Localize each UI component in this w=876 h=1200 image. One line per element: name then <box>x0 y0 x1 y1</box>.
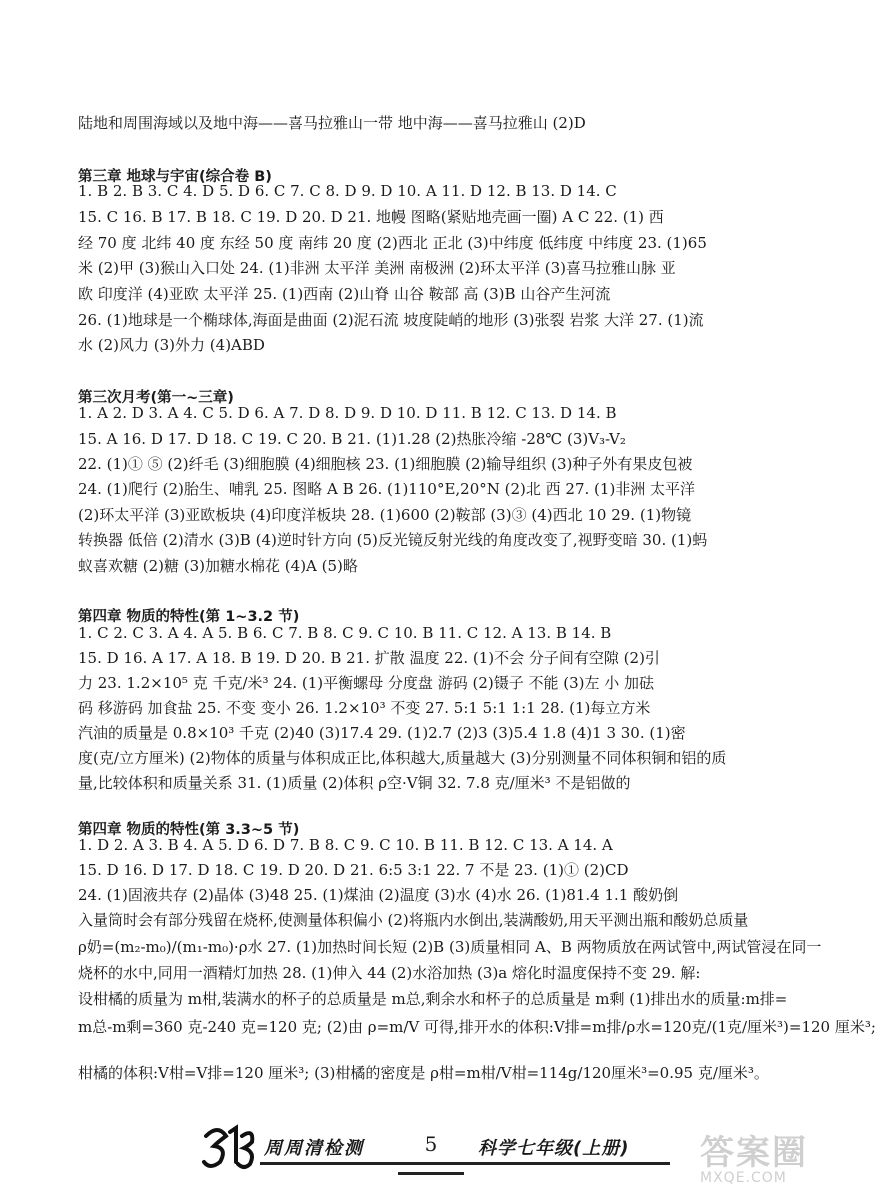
subject-label: 科学七年级(上册) <box>478 1138 630 1159</box>
text-line: 24. (1)固液共存 (2)晶体 (3)48 25. (1)煤油 (2)温度 (3)水 (4)水 26. (1)81.4 1.1 酸奶倒 <box>78 886 679 904</box>
text-line: 1. A 2. D 3. A 4. C 5. D 6. A 7. D 8. D 9. D 10. D 11. B 12. C 13. D 14. B <box>78 404 617 422</box>
page-footer <box>200 1122 670 1174</box>
text-line: 力 23. 1.2×10⁵ 克 千克/米³ 24. (1)平衡螺母 分度盘 游码 (2)镊子 不能 (3)左 小 加砝 <box>78 674 655 692</box>
text-line: 1. D 2. A 3. B 4. A 5. D 6. D 7. B 8. C 9. C 10. B 11. B 12. C 13. A 14. A <box>78 836 613 854</box>
text-line: 入量筒时会有部分残留在烧杯,使测量体积偏小 (2)将瓶内水倒出,装满酸奶,用天平测出瓶和酸奶总质量 <box>78 911 749 929</box>
watermark-title: 答案圈 <box>700 1133 808 1173</box>
text-line: (2)环太平洋 (3)亚欧板块 (4)印度洋板块 28. (1)600 (2)鞍部 (3)③ (4)西北 10 29. (1)物镜 <box>78 506 692 524</box>
series-title: 周周清检测 <box>264 1138 364 1159</box>
page-number: 5 <box>424 1132 438 1156</box>
text-line: 设柑橘的质量为 m柑,装满水的杯子的总质量是 m总,剩余水和杯子的总质量是 m剩 (1)排出水的质量:m排= <box>78 990 788 1008</box>
text-line: m总-m剩=360 克-240 克=120 克; (2)由 ρ=m/V 可得,排开水的体积:V排=m排/ρ水=120克/(1克/厘米³)=120 厘米³; <box>78 1018 876 1036</box>
text-line: 15. C 16. B 17. B 18. C 19. D 20. D 21. 地幔 图略(紧贴地壳画一圈) A C 22. (1) 西 <box>78 208 664 226</box>
text-line: 1. B 2. B 3. C 4. D 5. D 6. C 7. C 8. D 9. D 10. A 11. D 12. B 13. D 14. C <box>78 182 617 200</box>
text-line: 度(克/立方厘米) (2)物体的质量与体积成正比,体积越大,质量越大 (3)分别测量不同体积铜和铝的质 <box>78 749 727 767</box>
text-line: 水 (2)风力 (3)外力 (4)ABD <box>78 336 265 354</box>
text-line: 米 (2)甲 (3)猴山入口处 24. (1)非洲 太平洋 美洲 南极洲 (2)环太平洋 (3)喜马拉雅山脉 亚 <box>78 259 676 277</box>
text-line: 欧 印度洋 (4)亚欧 太平洋 25. (1)西南 (2)山脊 山谷 鞍部 高 (3)B 山谷产生河流 <box>78 285 611 303</box>
text-line: 26. (1)地球是一个椭球体,海面是曲面 (2)泥石流 坡度陡峭的地形 (3)张裂 岩浆 大洋 27. (1)流 <box>78 311 704 329</box>
text-line: 码 移游码 加食盐 25. 不变 变小 26. 1.2×10³ 不变 27. 5:1 5:1 1:1 28. (1)每立方米 <box>78 699 651 717</box>
text-line: 量,比较体积和质量关系 31. (1)质量 (2)体积 ρ空·V铜 32. 7.8 克/厘米³ 不是铝做的 <box>78 774 631 792</box>
watermark <box>700 1125 830 1195</box>
footer-rule <box>260 1162 670 1165</box>
text-line: 15. D 16. D 17. D 18. C 19. D 20. D 21. 6:5 3:1 22. 7 不是 23. (1)① (2)CD <box>78 861 629 879</box>
watermark-url: MXQE.COM <box>700 1170 787 1186</box>
text-line: 24. (1)爬行 (2)胎生、哺乳 25. 图略 A B 26. (1)110°E,20°N (2)北 西 27. (1)非洲 太平洋 <box>78 480 696 498</box>
text-line: 15. A 16. D 17. D 18. C 19. C 20. B 21. (1)1.28 (2)热胀冷缩 -28℃ (3)V₃-V₂ <box>78 430 626 448</box>
series-logo-icon <box>200 1122 256 1174</box>
text-line: 陆地和周围海域以及地中海——喜马拉雅山一带 地中海——喜马拉雅山 (2)D <box>78 114 586 132</box>
text-line: 烧杯的水中,同用一酒精灯加热 28. (1)伸入 44 (2)水浴加热 (3)a 熔化时温度保持不变 29. 解: <box>78 964 701 982</box>
section-heading-monthly-3: 第三次月考(第一~三章) <box>78 390 234 406</box>
section-heading-ch3-b: 第三章 地球与宇宙(综合卷 B) <box>78 169 272 185</box>
text-line: 经 70 度 北纬 40 度 东经 50 度 南纬 20 度 (2)西北 正北 (3)中纬度 低纬度 中纬度 23. (1)65 <box>78 234 707 252</box>
text-line: 转换器 低倍 (2)清水 (3)B (4)逆时针方向 (5)反光镜反射光线的角度改变了,视野变暗 30. (1)蚂 <box>78 531 708 549</box>
text-line: 15. D 16. A 17. A 18. B 19. D 20. B 21. 扩散 温度 22. (1)不会 分子间有空隙 (2)引 <box>78 649 660 667</box>
section-heading-ch4-part1: 第四章 物质的特性(第 1~3.2 节) <box>78 609 300 625</box>
text-line: ρ奶=(m₂-m₀)/(m₁-m₀)·ρ水 27. (1)加热时间长短 (2)B (3)质量相同 A、B 两物质放在两试管中,两试管浸在同一 <box>78 938 822 956</box>
text-line: 22. (1)① ⑤ (2)纤毛 (3)细胞膜 (4)细胞核 23. (1)细胞膜 (2)输导组织 (3)种子外有果皮包被 <box>78 455 693 473</box>
page-number-box <box>398 1124 464 1175</box>
section-heading-ch4-part2: 第四章 物质的特性(第 3.3~5 节) <box>78 822 300 838</box>
text-line: 柑橘的体积:V柑=V排=120 厘米³; (3)柑橘的密度是 ρ柑=m柑/V柑=114g/120厘米³=0.95 克/厘米³。 <box>78 1064 769 1082</box>
text-line: 汽油的质量是 0.8×10³ 千克 (2)40 (3)17.4 29. (1)2.7 (2)3 (3)5.4 1.8 (4)1 3 30. (1)密 <box>78 724 686 742</box>
text-line: 蚁喜欢糖 (2)糖 (3)加糖水棉花 (4)A (5)略 <box>78 557 358 575</box>
text-line: 1. C 2. C 3. A 4. A 5. B 6. C 7. B 8. C 9. C 10. B 11. C 12. A 13. B 14. B <box>78 624 612 642</box>
